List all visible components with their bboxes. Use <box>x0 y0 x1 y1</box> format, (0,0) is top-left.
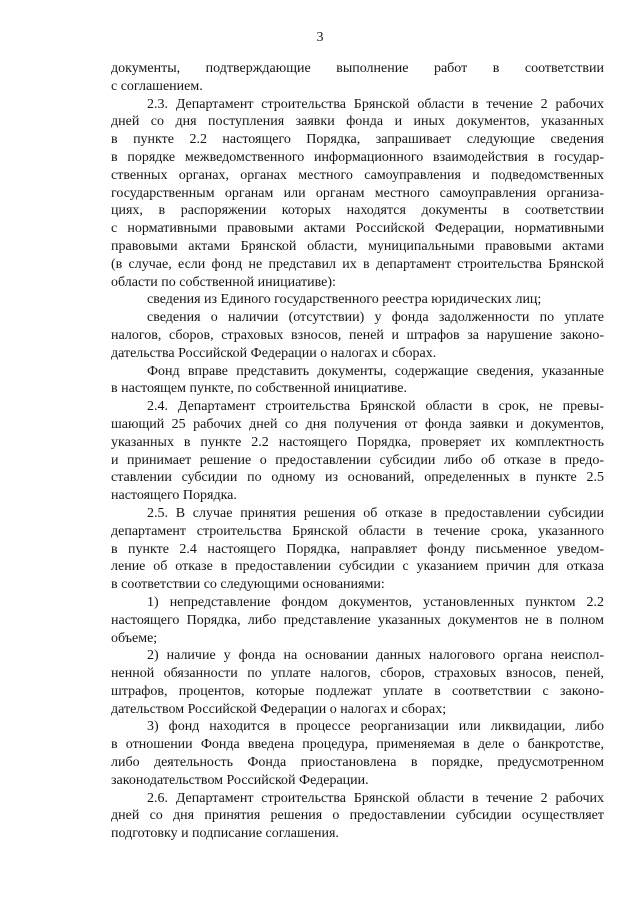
paragraph <box>111 398 604 505</box>
paragraph <box>111 60 604 96</box>
paragraph-line: дательства Российской Федерации о налогах и сборах. <box>111 345 437 361</box>
paragraph-line: сведения о наличии (отсутствии) у фонда задолженности по уплате <box>147 310 604 326</box>
paragraph-line: в порядке межведомственного информационного взаимодействия в государ- <box>111 149 604 165</box>
paragraph-line: ставлении субсидии по одному из оснований, определенных в пункте 2.5 <box>111 470 604 486</box>
paragraph <box>111 96 604 292</box>
paragraph <box>111 363 604 399</box>
document-body <box>111 60 604 843</box>
paragraph-line: области по собственной инициативе): <box>111 274 336 290</box>
paragraph <box>111 291 604 309</box>
paragraph-line: 2.3. Департамент строительства Брянской области в течение 2 рабочих <box>147 96 604 112</box>
paragraph <box>111 790 604 843</box>
paragraph-line: в пункте 2.2 настоящего Порядка, запрашивает следующие сведения <box>111 132 604 148</box>
paragraph-line: подготовку и подписание соглашения. <box>111 826 339 842</box>
paragraph-line: 2) наличие у фонда на основании данных налогового органа неиспол- <box>147 648 604 664</box>
paragraph-line: в соответствии со следующими основаниями: <box>111 577 385 593</box>
paragraph-line: штрафов, процентов, которые подлежат уплате в соответствии с законо- <box>111 683 604 699</box>
paragraph-line: указанных в пункте 2.2 настоящего Порядка, проверяет их комплектность <box>111 434 604 450</box>
paragraph-line: с соглашением. <box>111 78 203 94</box>
paragraph-line: либо деятельность Фонда приостановлена в порядке, предусмотренном <box>111 755 604 771</box>
paragraph-line: с нормативными правовыми актами Российской Федерации, нормативными <box>111 221 604 237</box>
paragraph-line: правовыми актами Брянской области, муниципальными правовыми актами <box>111 238 604 254</box>
page-number: 3 <box>316 30 324 45</box>
paragraph <box>111 309 604 362</box>
paragraph-line: в настоящем пункте, по собственной инициативе. <box>111 381 407 397</box>
paragraph-line: объеме; <box>111 630 158 646</box>
paragraph <box>111 594 604 647</box>
paragraph-line: 2.4. Департамент строительства Брянской области в срок, не превы- <box>147 399 604 415</box>
paragraph-line: ственных органах, органах местного самоуправления и подведомственных <box>111 167 604 183</box>
paragraph-line: дней со дня принятия решения о предоставлении субсидии осуществляет <box>111 808 604 824</box>
paragraph <box>111 718 604 789</box>
paragraph-line: налогов, сборов, страховых взносов, пеней и штрафов за нарушение законо- <box>111 327 604 343</box>
paragraph <box>111 647 604 718</box>
paragraph-line: (в случае, если фонд не представил их в департамент строительства Брянской <box>111 256 604 272</box>
paragraph-line: циях, в распоряжении которых находятся документы в соответствии <box>111 203 604 219</box>
paragraph-line: департамент строительства Брянской области в течение срока, указанного <box>111 523 604 539</box>
paragraph-line: дней со дня поступления заявки фонда и иных документов, указанных <box>111 114 604 130</box>
paragraph-line: настоящего Порядка. <box>111 488 237 504</box>
paragraph-line: 2.6. Департамент строительства Брянской области в течение 2 рабочих <box>147 790 604 806</box>
paragraph-line: дательством Российской Федерации о налогах и сборах; <box>111 701 447 717</box>
paragraph <box>111 505 604 594</box>
paragraph-line: 2.5. В случае принятия решения об отказе в предоставлении субсидии <box>147 505 604 521</box>
paragraph-line: 1) непредставление фондом документов, установленных пунктом 2.2 <box>147 594 604 610</box>
paragraph-line: ление об отказе в предоставлении субсидии с указанием причин для отказа <box>111 559 604 575</box>
paragraph-line: настоящего Порядка, либо представление указанных документов не в полном <box>111 612 604 628</box>
paragraph-line: сведения из Единого государственного реестра юридических лиц; <box>147 292 542 308</box>
paragraph-line: и принимает решение о предоставлении субсидии либо об отказе в предо- <box>111 452 604 468</box>
paragraph-line: законодательством Российской Федерации. <box>111 772 369 788</box>
paragraph-line: в пункте 2.4 настоящего Порядка, направляет фонду письменное уведом- <box>111 541 604 557</box>
paragraph-line: документы, подтверждающие выполнение работ в соответствии <box>111 61 604 76</box>
paragraph-line: Фонд вправе представить документы, содержащие сведения, указанные <box>147 363 604 379</box>
paragraph-line: в отношении Фонда введена процедура, применяемая в деле о банкротстве, <box>111 737 604 753</box>
paragraph-line: шающий 25 рабочих дней со дня получения от фонда заявки и документов, <box>111 416 604 432</box>
paragraph-line: государственным органам или органам местного самоуправления организа- <box>111 185 604 201</box>
paragraph-line: 3) фонд находится в процессе реорганизации или ликвидации, либо <box>147 719 604 735</box>
paragraph-line: ненной обязанности по уплате налогов, сборов, страховых взносов, пеней, <box>111 666 604 682</box>
